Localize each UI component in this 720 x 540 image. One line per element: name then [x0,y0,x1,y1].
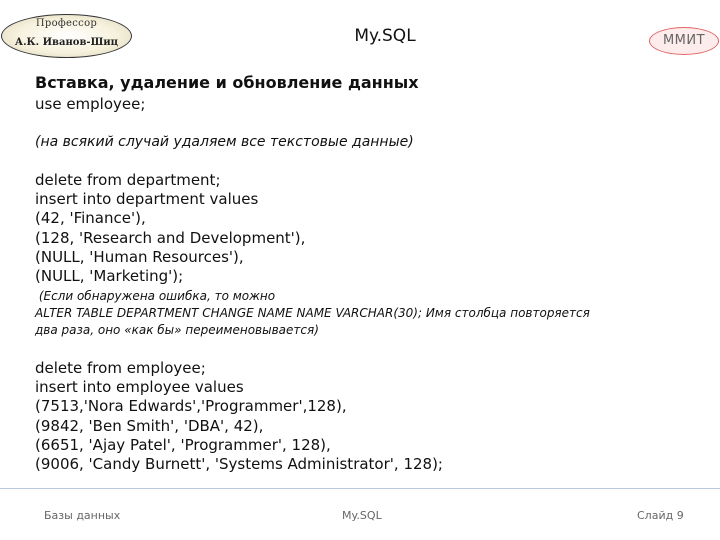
footer-course: Базы данных [44,509,121,522]
footer-slide-number: Слайд 9 [637,509,684,522]
note-line: ALTER TABLE DEPARTMENT CHANGE NAME NAME VARCHAR(30); Имя столбца повторяется [35,306,590,320]
code-line: insert into department values [35,190,259,208]
code-line: (9842, 'Ben Smith', 'DBA', 42), [35,417,264,435]
code-line: delete from department; [35,171,221,189]
header-title: My.SQL [354,26,416,46]
badge-title: Профессор [35,18,98,29]
footer-title: My.SQL [342,509,382,522]
comment-line: (на всякий случай удаляем все текстовые данные) [35,134,414,150]
code-line: insert into employee values [35,378,244,396]
code-line: (6651, 'Ajay Patel', 'Programmer', 128), [35,436,331,454]
professor-badge [1,14,132,58]
code-line: (128, 'Research and Development'), [35,229,306,247]
footer-divider [0,488,720,489]
slide-heading: Вставка, удаление и обновление данных [35,73,419,92]
badge-author: А.К. Иванов-Шиц [14,37,119,48]
code-line: (NULL, 'Human Resources'), [35,248,244,266]
code-line: (9006, 'Candy Burnett', 'Systems Administrator', 128); [35,455,443,473]
code-line: (7513,'Nora Edwards','Programmer',128), [35,397,347,415]
org-badge: ММИТ [649,27,719,55]
use-statement: use employee; [35,95,146,113]
code-line: (42, 'Finance'), [35,209,146,227]
code-line: delete from employee; [35,359,206,377]
note-line: два раза, оно «как бы» переименовывается) [35,323,319,337]
code-line: (NULL, 'Marketing'); [35,267,184,285]
note-line: (Если обнаружена ошибка, то можно [35,289,276,303]
